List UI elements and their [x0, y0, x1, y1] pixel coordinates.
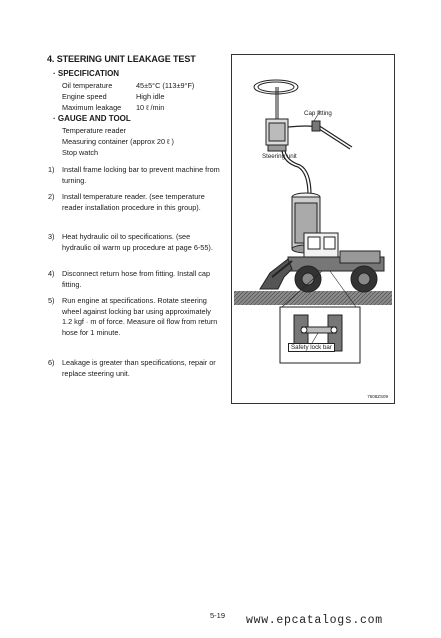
steering-unit-icon [266, 119, 288, 151]
tool-item: Measuring container (approx 20 ℓ ) [62, 137, 174, 146]
page-number: 5-19 [210, 611, 226, 620]
step-5 [48, 296, 220, 338]
step-number: 6) [48, 358, 55, 367]
spec-row-maximum-leakage [62, 103, 164, 112]
step-text: Run engine at specifications. Rotate steering wheel against locking bar using approximately 1.2 kgf · m of force. Measure oil flow from return hose for 1 minute. [62, 296, 218, 337]
leakage-test-figure [231, 54, 395, 404]
step-2 [48, 192, 220, 213]
tool-item: Stop watch [62, 148, 99, 157]
spec-label: Engine speed [62, 92, 107, 101]
spec-value: 10 ℓ /min [136, 103, 165, 112]
step-1 [48, 165, 220, 186]
spec-label: Oil temperature [62, 81, 113, 90]
step-text: Install temperature reader. (see temperature reader installation procedure in this group). [62, 192, 205, 212]
safety-lock-bar-label: Safety lock bar [288, 343, 335, 352]
step-3 [48, 232, 220, 253]
steering-wheel-icon [254, 80, 298, 119]
step-text: Heat hydraulic oil to specifications. (see hydraulic oil warm up procedure at page 6-55). [62, 232, 213, 252]
figure-code: 7608ZS09 [367, 394, 388, 399]
gauge-tool-heading: · GAUGE AND TOOL [53, 114, 131, 123]
spec-label: Maximum leakage [62, 103, 122, 112]
tool-item: Temperature reader [62, 126, 127, 135]
safety-lock-bar-detail [280, 307, 360, 363]
wheel-loader-icon [260, 233, 384, 292]
step-text: Disconnect return hose from fitting. Install cap fitting. [62, 269, 211, 289]
step-6 [48, 358, 220, 379]
step-text: Leakage is greater than specifications, repair or replace steering unit. [62, 358, 216, 378]
steering-unit-label: Steering unit [262, 153, 297, 160]
step-4 [48, 269, 220, 290]
section-title: 4. STEERING UNIT LEAKAGE TEST [47, 54, 196, 64]
spec-value: 45±5°C (113±9°F) [136, 81, 195, 90]
spec-row-engine-speed [62, 92, 164, 101]
step-text: Install frame locking bar to prevent machine from turning. [62, 165, 220, 185]
spec-value: High idle [136, 92, 165, 101]
step-number: 2) [48, 192, 55, 201]
cap-fitting-label: Cap fitting [304, 110, 332, 117]
step-number: 4) [48, 269, 55, 278]
cap-fitting-icon [312, 121, 320, 131]
step-number: 3) [48, 232, 55, 241]
specification-heading: · SPECIFICATION [53, 69, 120, 78]
step-number: 5) [48, 296, 55, 305]
step-number: 1) [48, 165, 55, 174]
spec-row-oil-temperature [62, 81, 194, 90]
watermark: www.epcatalogs.com [246, 614, 383, 627]
